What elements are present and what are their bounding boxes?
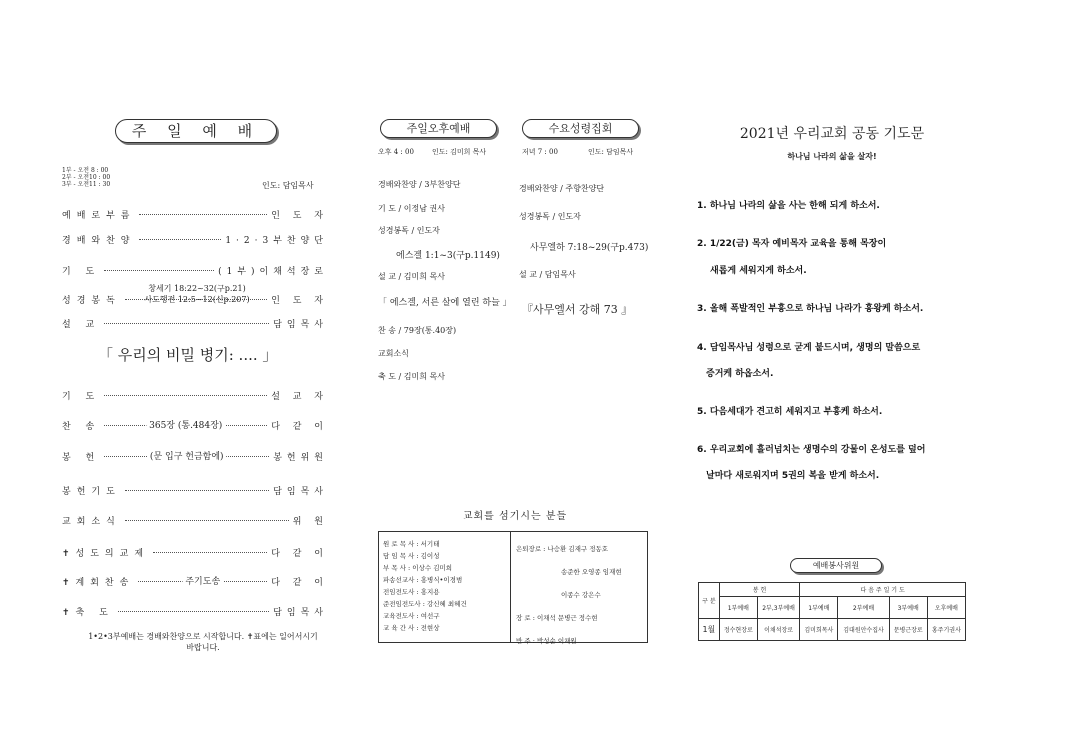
afternoon-item: 에스겔 1:1~3(구p.1149) [396,251,500,261]
order-row [62,389,328,402]
roster-head-next-prayer: 다 음 주 일 기 도 [800,583,966,597]
dot-leader [104,420,267,431]
order-right: 봉헌위원 [273,453,328,463]
afternoon-item: 찬 송 / 79장(통.40장) [378,326,457,335]
dot-leader [125,490,269,491]
order-row [62,484,328,497]
order-right: 담임목사 [273,320,328,330]
prayer-item: 날마다 새로워지며 5권의 복을 받게 하소서. [706,471,880,481]
footnote-line-2: 바랍니다. [186,643,220,652]
staff-title: 교회를 섬기시는 분들 [462,511,568,522]
prayer-title: 2021년 우리교회 공동 기도문 [739,126,925,142]
roster-sub: 2부,3부예배 [757,597,799,619]
order-label: ✝성도의교제 [62,549,150,559]
footnote [72,631,334,653]
wednesday-item: 성경봉독 / 인도자 [519,212,581,221]
roster-cell: 홍주기권사 [927,619,965,641]
dot-leader [125,520,289,521]
prayer-item: 6. 우리교회에 흘러넘치는 생명수의 강물이 온성도를 덮어 [697,445,926,455]
order-label: 기 도 [62,392,101,402]
sunday-service-title: 주 일 예 배 [115,119,277,143]
time-1: 1부 - 오전 8 : 00 [62,167,109,174]
wednesday-item: 『사무엘서 강해 73 』 [522,303,633,316]
afternoon-leader: 인도: 김미희 목사 [432,148,487,156]
order-right: 인 도 자 [271,296,328,306]
staff-entry: 파송선교사 : 홍병식•이경범 [383,576,463,584]
wednesday-leader: 인도: 담임목사 [588,148,634,156]
order-label: 설 교 [62,320,101,330]
prayer-item: 3. 올해 폭발적인 부흥으로 하나님 나라가 흥왕케 하소서. [697,304,924,314]
order-right: 다 같 이 [271,549,328,559]
order-label: 성경봉독 [62,296,121,306]
order-row [62,546,328,559]
dot-leader [138,576,267,587]
staff-entry: 준전임전도사 : 강신혜 최혜건 [383,600,467,608]
staff-right-list [516,538,622,653]
order-row [62,419,328,432]
afternoon-item: 성경봉독 / 인도자 [378,226,440,235]
dot-leader [104,323,269,324]
order-row [62,208,328,221]
wednesday-item: 설 교 / 담임목사 [519,270,576,279]
order-right: 다 같 이 [271,422,328,432]
prayer-item: 4. 담임목사님 성령으로 굳게 붙드시며, 생명의 말씀으로 [697,343,921,353]
roster-cell: 문병근장로 [889,619,927,641]
prayer-item: 2. 1/22(금) 목자 예비목자 교육을 통해 목장이 [697,239,887,249]
prayer-subtitle: 하나님 나라의 삶을 살자! [787,152,877,161]
order-detail: (문 입구 헌금함에) [147,449,227,462]
scripture-2: 사도행전 12:5~12(신p.207) [144,295,250,304]
order-row [62,317,328,330]
afternoon-time: 오후 4 : 00 [378,148,414,156]
order-row [62,233,328,246]
afternoon-item: 경배와찬양 / 3부찬양단 [378,180,461,189]
roster-sub: 2부예배 [838,597,889,619]
roster-cell: 정수현장로 [719,619,757,641]
dot-leader [139,214,267,215]
time-3: 3부 - 오전11 : 30 [62,181,111,188]
dot-leader [104,451,269,462]
staff-entry: 담 임 목 사 : 김이성 [383,552,440,560]
order-label: 경배와찬양 [62,236,136,246]
order-detail: 주기도송 [182,574,223,587]
afternoon-service-title: 주일오후예배 [380,119,497,138]
order-detail: 365장 (통.484장) [146,418,225,431]
roster-head-offering: 봉 헌 [719,583,800,597]
order-row [62,575,328,588]
order-row [62,450,328,463]
order-label: 예배로부름 [62,211,136,221]
scripture-1: 창세기 18:22~32(구p.21) [148,284,246,293]
roster-month: 1월 [699,619,720,641]
dot-leader [104,395,267,396]
roster-table [698,582,966,641]
order-right: 다 같 이 [271,578,328,588]
order-right: 설 교 자 [271,392,328,402]
dot-leader [104,270,214,271]
roster-title: 예배봉사위원 [790,558,882,573]
service-leader: 인도: 담임목사 [262,181,314,190]
staff-entry: 교육전도사 : 여선구 [383,612,440,620]
order-label: 찬 송 [62,422,101,432]
staff-entry: 반 주 : 박성순 이채원 [516,637,577,645]
staff-entry: 이종수 강은수 [561,591,601,599]
afternoon-item: 교회소식 [378,349,409,358]
roster-head-gubun: 구 분 [699,583,720,619]
order-label: ✝축 도 [62,608,114,618]
staff-entry: 은퇴장로 : 나승환 김재구 정동호 [516,545,609,553]
roster-cell: 김대원안수집사 [838,619,889,641]
order-label: 교회소식 [62,517,121,527]
order-right: (1부)이채석장로 [218,267,328,277]
wednesday-item: 사무엘하 7:18~29(구p.473) [530,243,649,253]
order-right: 담임목사 [273,487,328,497]
staff-entry: 전임전도사 : 홍지용 [383,588,440,596]
afternoon-item: 설 교 / 김미희 목사 [378,272,445,281]
roster-sub: 오후예배 [927,597,965,619]
order-label: 기 도 [62,267,101,277]
staff-entry: 교 육 간 사 : 전현상 [383,624,440,632]
afternoon-item: 「 에스겔, 서른 살에 열린 하늘 」 [378,298,512,308]
footnote-line-1: 1•2•3부예배는 경배와찬양으로 시작합니다. ✝표에는 일어서시기 [88,632,318,641]
order-label: 봉헌기도 [62,487,121,497]
service-times [62,167,110,188]
wednesday-item: 경배와찬양 / 주향찬양단 [519,184,605,193]
prayer-item: 새롭게 세워지게 하소서. [710,266,807,276]
staff-entry: 장 로 : 이채석 문병근 정수현 [516,614,598,622]
order-label: 봉 헌 [62,453,101,463]
roster-cell: 김미희목사 [800,619,838,641]
dot-leader [153,552,267,553]
roster-sub: 3부예배 [889,597,927,619]
order-right: 담임목사 [273,608,328,618]
order-label: ✝계회찬송 [62,578,135,588]
order-row [62,264,328,277]
roster-sub: 1부예배 [719,597,757,619]
staff-entry: 부 목 사 : 이상수 김미희 [383,564,453,572]
roster-cell: 이채석장로 [757,619,799,641]
dot-leader [139,239,221,240]
sermon-title: 「 우리의 비밀 병기: .... 」 [98,346,278,364]
dot-leader [118,611,269,612]
scripture-readings [142,283,252,305]
prayer-item: 5. 다음세대가 견고히 세워지고 부흥케 하소서. [697,407,883,417]
roster-sub: 1부예배 [800,597,838,619]
prayer-item: 증거케 하옵소서. [706,369,774,379]
staff-box [378,531,648,643]
prayer-item: 1. 하나님 나라의 삶을 사는 한해 되게 하소서. [697,201,880,211]
afternoon-item: 기 도 / 이정남 권사 [378,204,445,213]
order-right: 1·2·3부찬양단 [225,236,328,246]
order-right: 위 원 [292,517,328,527]
time-2: 2부 - 오전10 : 00 [62,174,111,181]
staff-divider [510,532,511,642]
order-right: 인 도 자 [271,211,328,221]
wednesday-service-title: 수요성령집회 [522,119,639,138]
staff-left-list [383,538,467,634]
afternoon-item: 축 도 / 김미희 목사 [378,372,445,381]
order-row [62,514,328,527]
staff-entry: 원 로 목 사 : 서기태 [383,540,440,548]
order-row [62,605,328,618]
staff-entry: 송준한 오영종 임재현 [561,568,622,576]
wednesday-time: 저녁 7 : 00 [522,148,558,156]
